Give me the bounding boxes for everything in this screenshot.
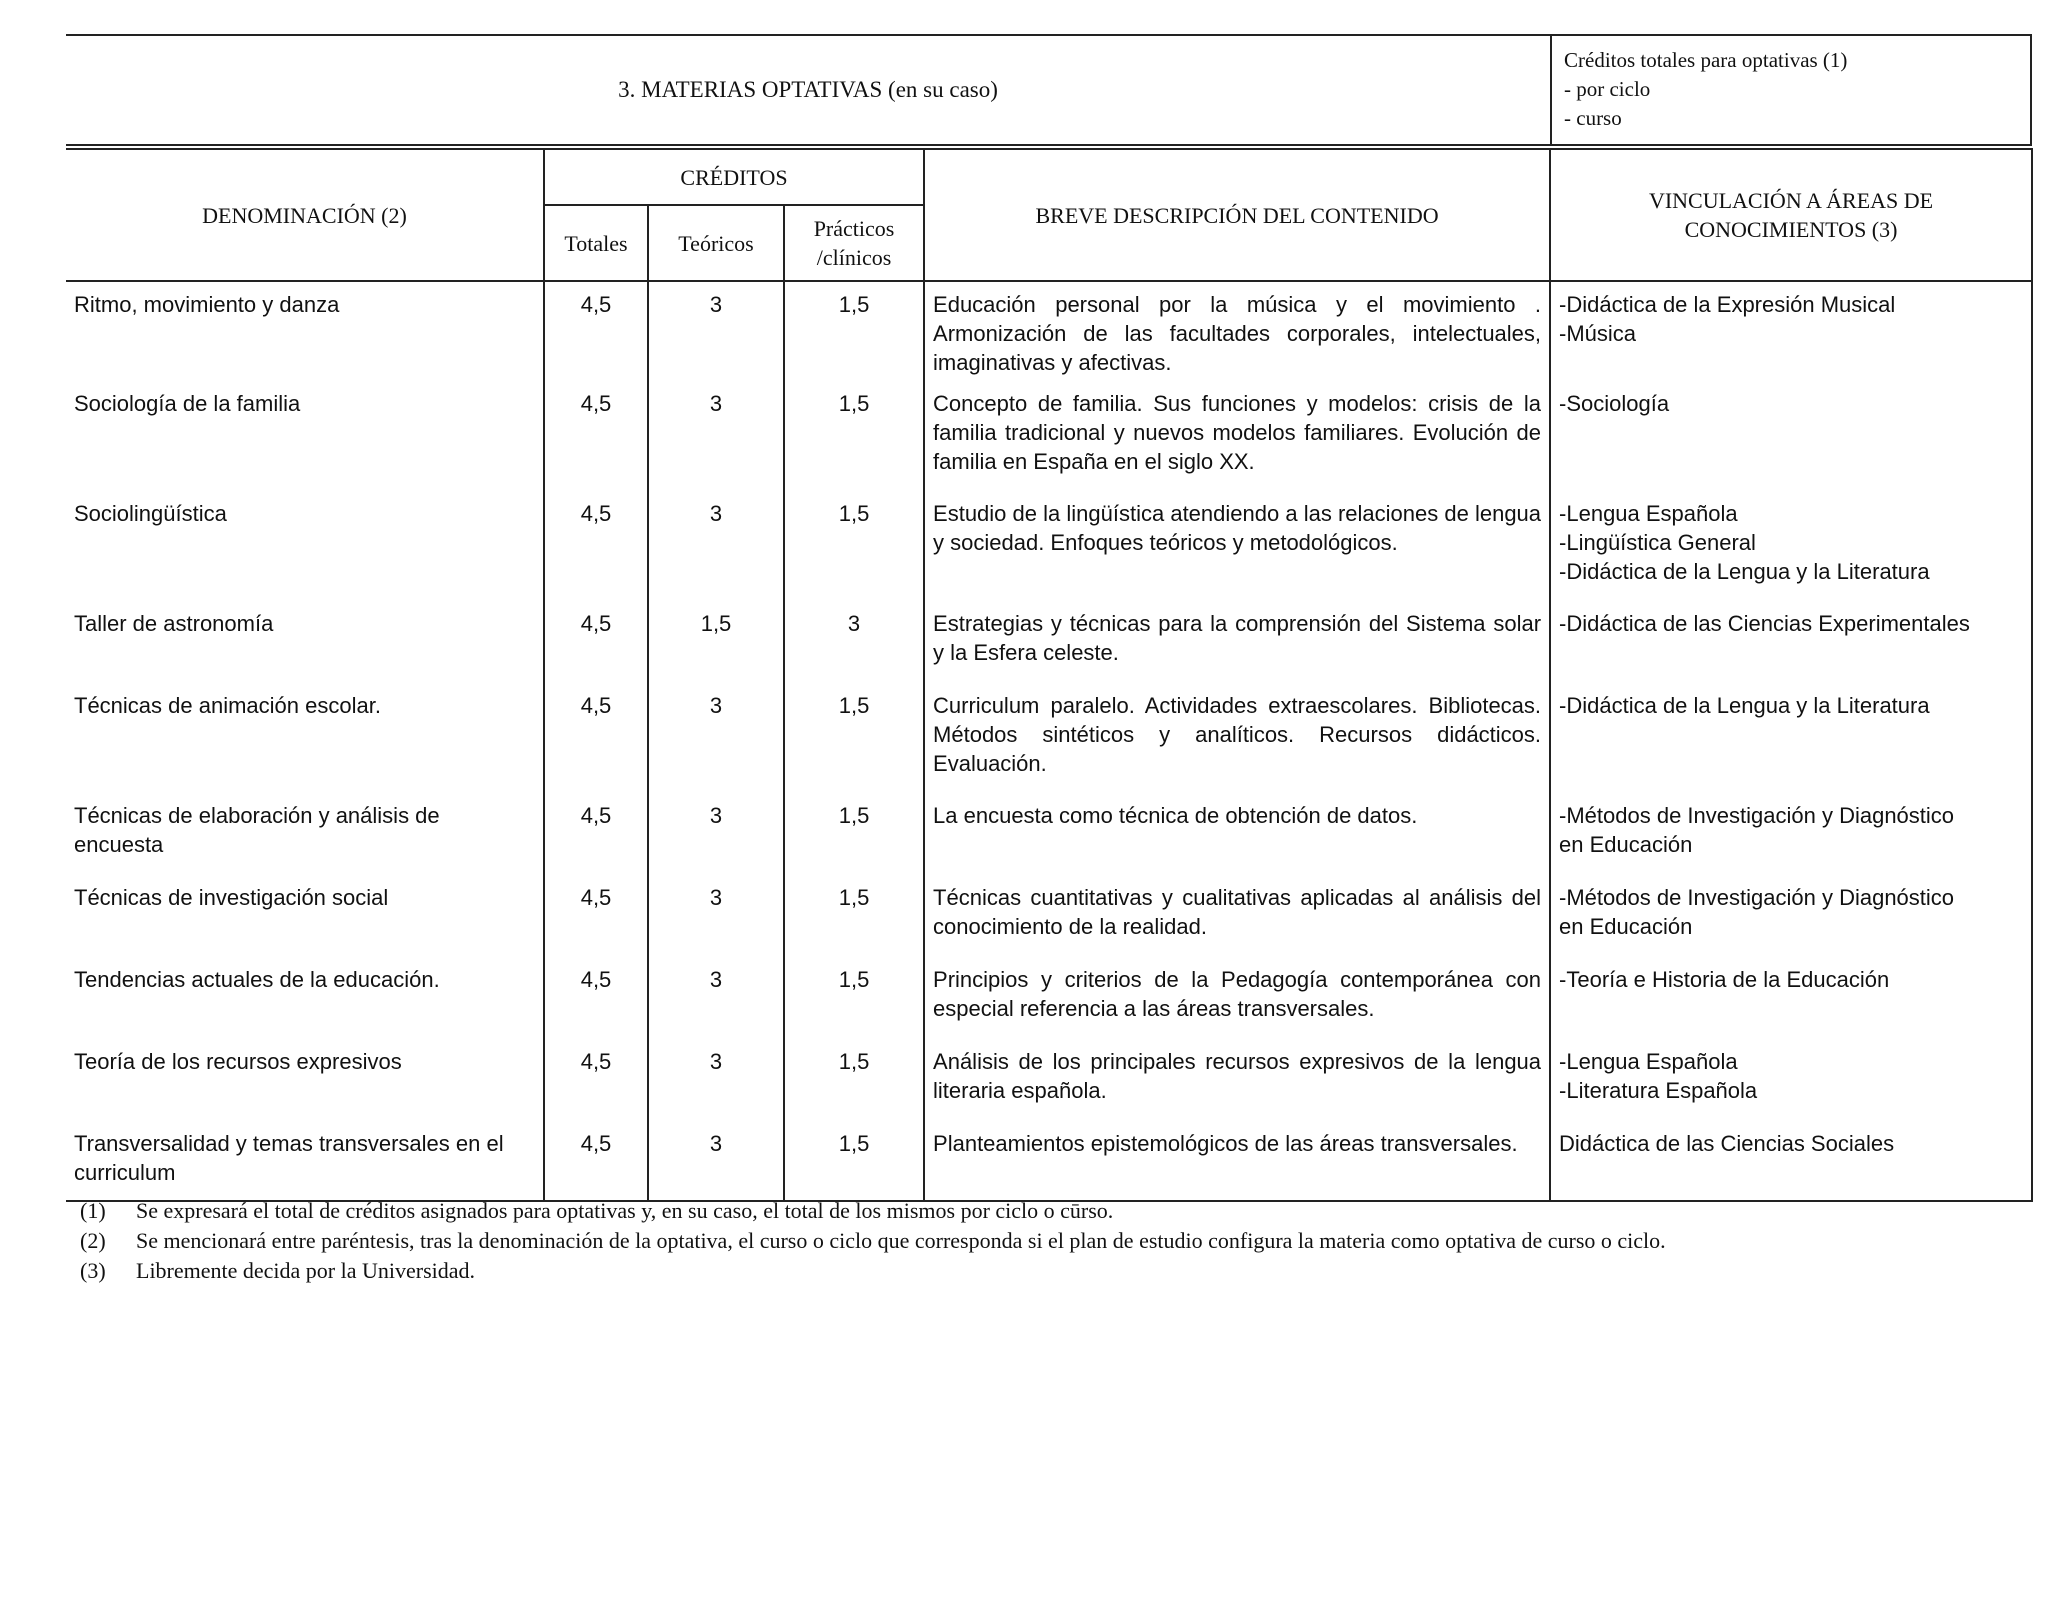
knowledge-areas: Didáctica de las Ciencias Sociales — [1550, 1121, 2032, 1201]
credits-totales: 4,5 — [544, 793, 648, 875]
credits-teoricos: 3 — [648, 875, 784, 957]
credits-teoricos: 3 — [648, 683, 784, 793]
subject-name: Taller de astronomía — [66, 601, 544, 683]
col-header-creditos: CRÉDITOS — [544, 149, 924, 205]
table-row — [66, 601, 2032, 683]
table-row — [66, 281, 2032, 381]
col-header-descripcion: BREVE DESCRIPCIÓN DEL CONTENIDO — [924, 149, 1550, 281]
footnote-text: Libremente decida por la Universidad. — [136, 1258, 476, 1283]
credits-teoricos: 3 — [648, 381, 784, 491]
credits-teoricos: 3 — [648, 491, 784, 601]
subject-name: Transversalidad y temas transversales en el curriculum — [66, 1121, 544, 1201]
credits-practicos: 3 — [784, 601, 924, 683]
credits-totales: 4,5 — [544, 281, 648, 381]
subject-description: Educación personal por la música y el movimiento . Armonización de las facultades corporales, intelectuales, imaginativas y afectivas. — [924, 281, 1550, 381]
credits-teoricos: 3 — [648, 281, 784, 381]
credits-totales: 4,5 — [544, 1121, 648, 1201]
credits-practicos: 1,5 — [784, 957, 924, 1039]
credits-practicos: 1,5 — [784, 875, 924, 957]
knowledge-areas: -Didáctica de la Expresión Musical -Música — [1550, 281, 2032, 381]
credits-teoricos: 3 — [648, 793, 784, 875]
table-row — [66, 875, 2032, 957]
credits-teoricos: 3 — [648, 1039, 784, 1121]
section-header — [66, 34, 2032, 146]
subject-description: La encuesta como técnica de obtención de datos. — [924, 793, 1550, 875]
credits-totales: 4,5 — [544, 491, 648, 601]
subject-name: Sociolingüística — [66, 491, 544, 601]
subject-name: Técnicas de animación escolar. — [66, 683, 544, 793]
table-row — [66, 381, 2032, 491]
credits-totales: 4,5 — [544, 381, 648, 491]
credits-practicos: 1,5 — [784, 683, 924, 793]
knowledge-areas: -Lengua Española -Literatura Española — [1550, 1039, 2032, 1121]
credits-totales: 4,5 — [544, 683, 648, 793]
subject-name: Ritmo, movimiento y danza — [66, 281, 544, 381]
credits-totales: 4,5 — [544, 875, 648, 957]
footnote-number: (1) — [80, 1198, 106, 1223]
section-title: 3. MATERIAS OPTATIVAS (en su caso) — [618, 77, 998, 102]
subject-description: Planteamientos epistemológicos de las áreas transversales. — [924, 1121, 1550, 1201]
table-row — [66, 491, 2032, 601]
subject-description: Estrategias y técnicas para la comprensión del Sistema solar y la Esfera celeste. — [924, 601, 1550, 683]
knowledge-areas: -Teoría e Historia de la Educación — [1550, 957, 2032, 1039]
knowledge-areas: -Didáctica de la Lengua y la Literatura — [1550, 683, 2032, 793]
subject-name: Tendencias actuales de la educación. — [66, 957, 544, 1039]
credits-note-line: Créditos totales para optativas (1) — [1564, 48, 1848, 72]
footnote-text: Se mencionará entre paréntesis, tras la denominación de la optativa, el curso o ciclo que corresponda si el plan de estudio configura la materia como optativa de curso o ciclo. — [136, 1228, 1666, 1253]
subject-description: Análisis de los principales recursos expresivos de la lengua literaria española. — [924, 1039, 1550, 1121]
subject-name: Técnicas de investigación social — [66, 875, 544, 957]
table-row — [66, 957, 2032, 1039]
credits-totales: 4,5 — [544, 1039, 648, 1121]
table-row — [66, 1039, 2032, 1121]
credits-note — [1564, 46, 2024, 133]
credits-practicos: 1,5 — [784, 491, 924, 601]
optional-subjects-table — [66, 148, 2033, 1202]
subject-description: Principios y criterios de la Pedagogía contemporánea con especial referencia a las áreas transversales. — [924, 957, 1550, 1039]
subject-name: Técnicas de elaboración y análisis de encuesta — [66, 793, 544, 875]
credits-practicos: 1,5 — [784, 1121, 924, 1201]
knowledge-areas: -Lengua Española -Lingüística General -Didáctica de la Lengua y la Literatura — [1550, 491, 2032, 601]
footnote-number: (2) — [80, 1228, 106, 1253]
col-header-totales: Totales — [544, 205, 648, 281]
credits-teoricos: 3 — [648, 957, 784, 1039]
footnote — [66, 1226, 2032, 1256]
footnote-number: (3) — [80, 1258, 106, 1283]
subject-description: Concepto de familia. Sus funciones y modelos: crisis de la familia tradicional y nuevos modelos familiares. Evolución de familia en España en el siglo XX. — [924, 381, 1550, 491]
subject-description: Curriculum paralelo. Actividades extraescolares. Bibliotecas. Métodos sintéticos y analíticos. Recursos didácticos. Evaluación. — [924, 683, 1550, 793]
table-row — [66, 1121, 2032, 1201]
knowledge-areas: -Métodos de Investigación y Diagnóstico en Educación — [1550, 875, 2032, 957]
col-header-teoricos: Teóricos — [648, 205, 784, 281]
col-header-practicos: Prácticos /clínicos — [784, 205, 924, 281]
footnote — [66, 1256, 2032, 1286]
credits-practicos: 1,5 — [784, 1039, 924, 1121]
knowledge-areas: -Métodos de Investigación y Diagnóstico en Educación — [1550, 793, 2032, 875]
footnote — [66, 1196, 2032, 1226]
col-header-vinculacion: VINCULACIÓN A ÁREAS DE CONOCIMIENTOS (3) — [1550, 149, 2032, 281]
credits-practicos: 1,5 — [784, 381, 924, 491]
credits-totales: 4,5 — [544, 601, 648, 683]
footnote-text: Se expresará el total de créditos asignados para optativas y, en su caso, el total de los mismos por ciclo o cūrso. — [136, 1198, 1114, 1223]
subject-name: Teoría de los recursos expresivos — [66, 1039, 544, 1121]
subject-description: Estudio de la lingüística atendiendo a las relaciones de lengua y sociedad. Enfoques teóricos y metodológicos. — [924, 491, 1550, 601]
credits-teoricos: 1,5 — [648, 601, 784, 683]
credits-note-line: - curso — [1564, 106, 1622, 130]
footnotes — [66, 1196, 2032, 1286]
credits-teoricos: 3 — [648, 1121, 784, 1201]
header-divider — [1550, 36, 1552, 144]
credits-practicos: 1,5 — [784, 793, 924, 875]
credits-totales: 4,5 — [544, 957, 648, 1039]
subject-name: Sociología de la familia — [66, 381, 544, 491]
col-header-denominacion: DENOMINACIÓN (2) — [66, 149, 544, 281]
knowledge-areas: -Sociología — [1550, 381, 2032, 491]
subject-description: Técnicas cuantitativas y cualitativas aplicadas al análisis del conocimiento de la realidad. — [924, 875, 1550, 957]
table-row — [66, 683, 2032, 793]
knowledge-areas: -Didáctica de las Ciencias Experimentales — [1550, 601, 2032, 683]
table-row — [66, 793, 2032, 875]
credits-note-line: - por ciclo — [1564, 77, 1651, 101]
credits-practicos: 1,5 — [784, 281, 924, 381]
